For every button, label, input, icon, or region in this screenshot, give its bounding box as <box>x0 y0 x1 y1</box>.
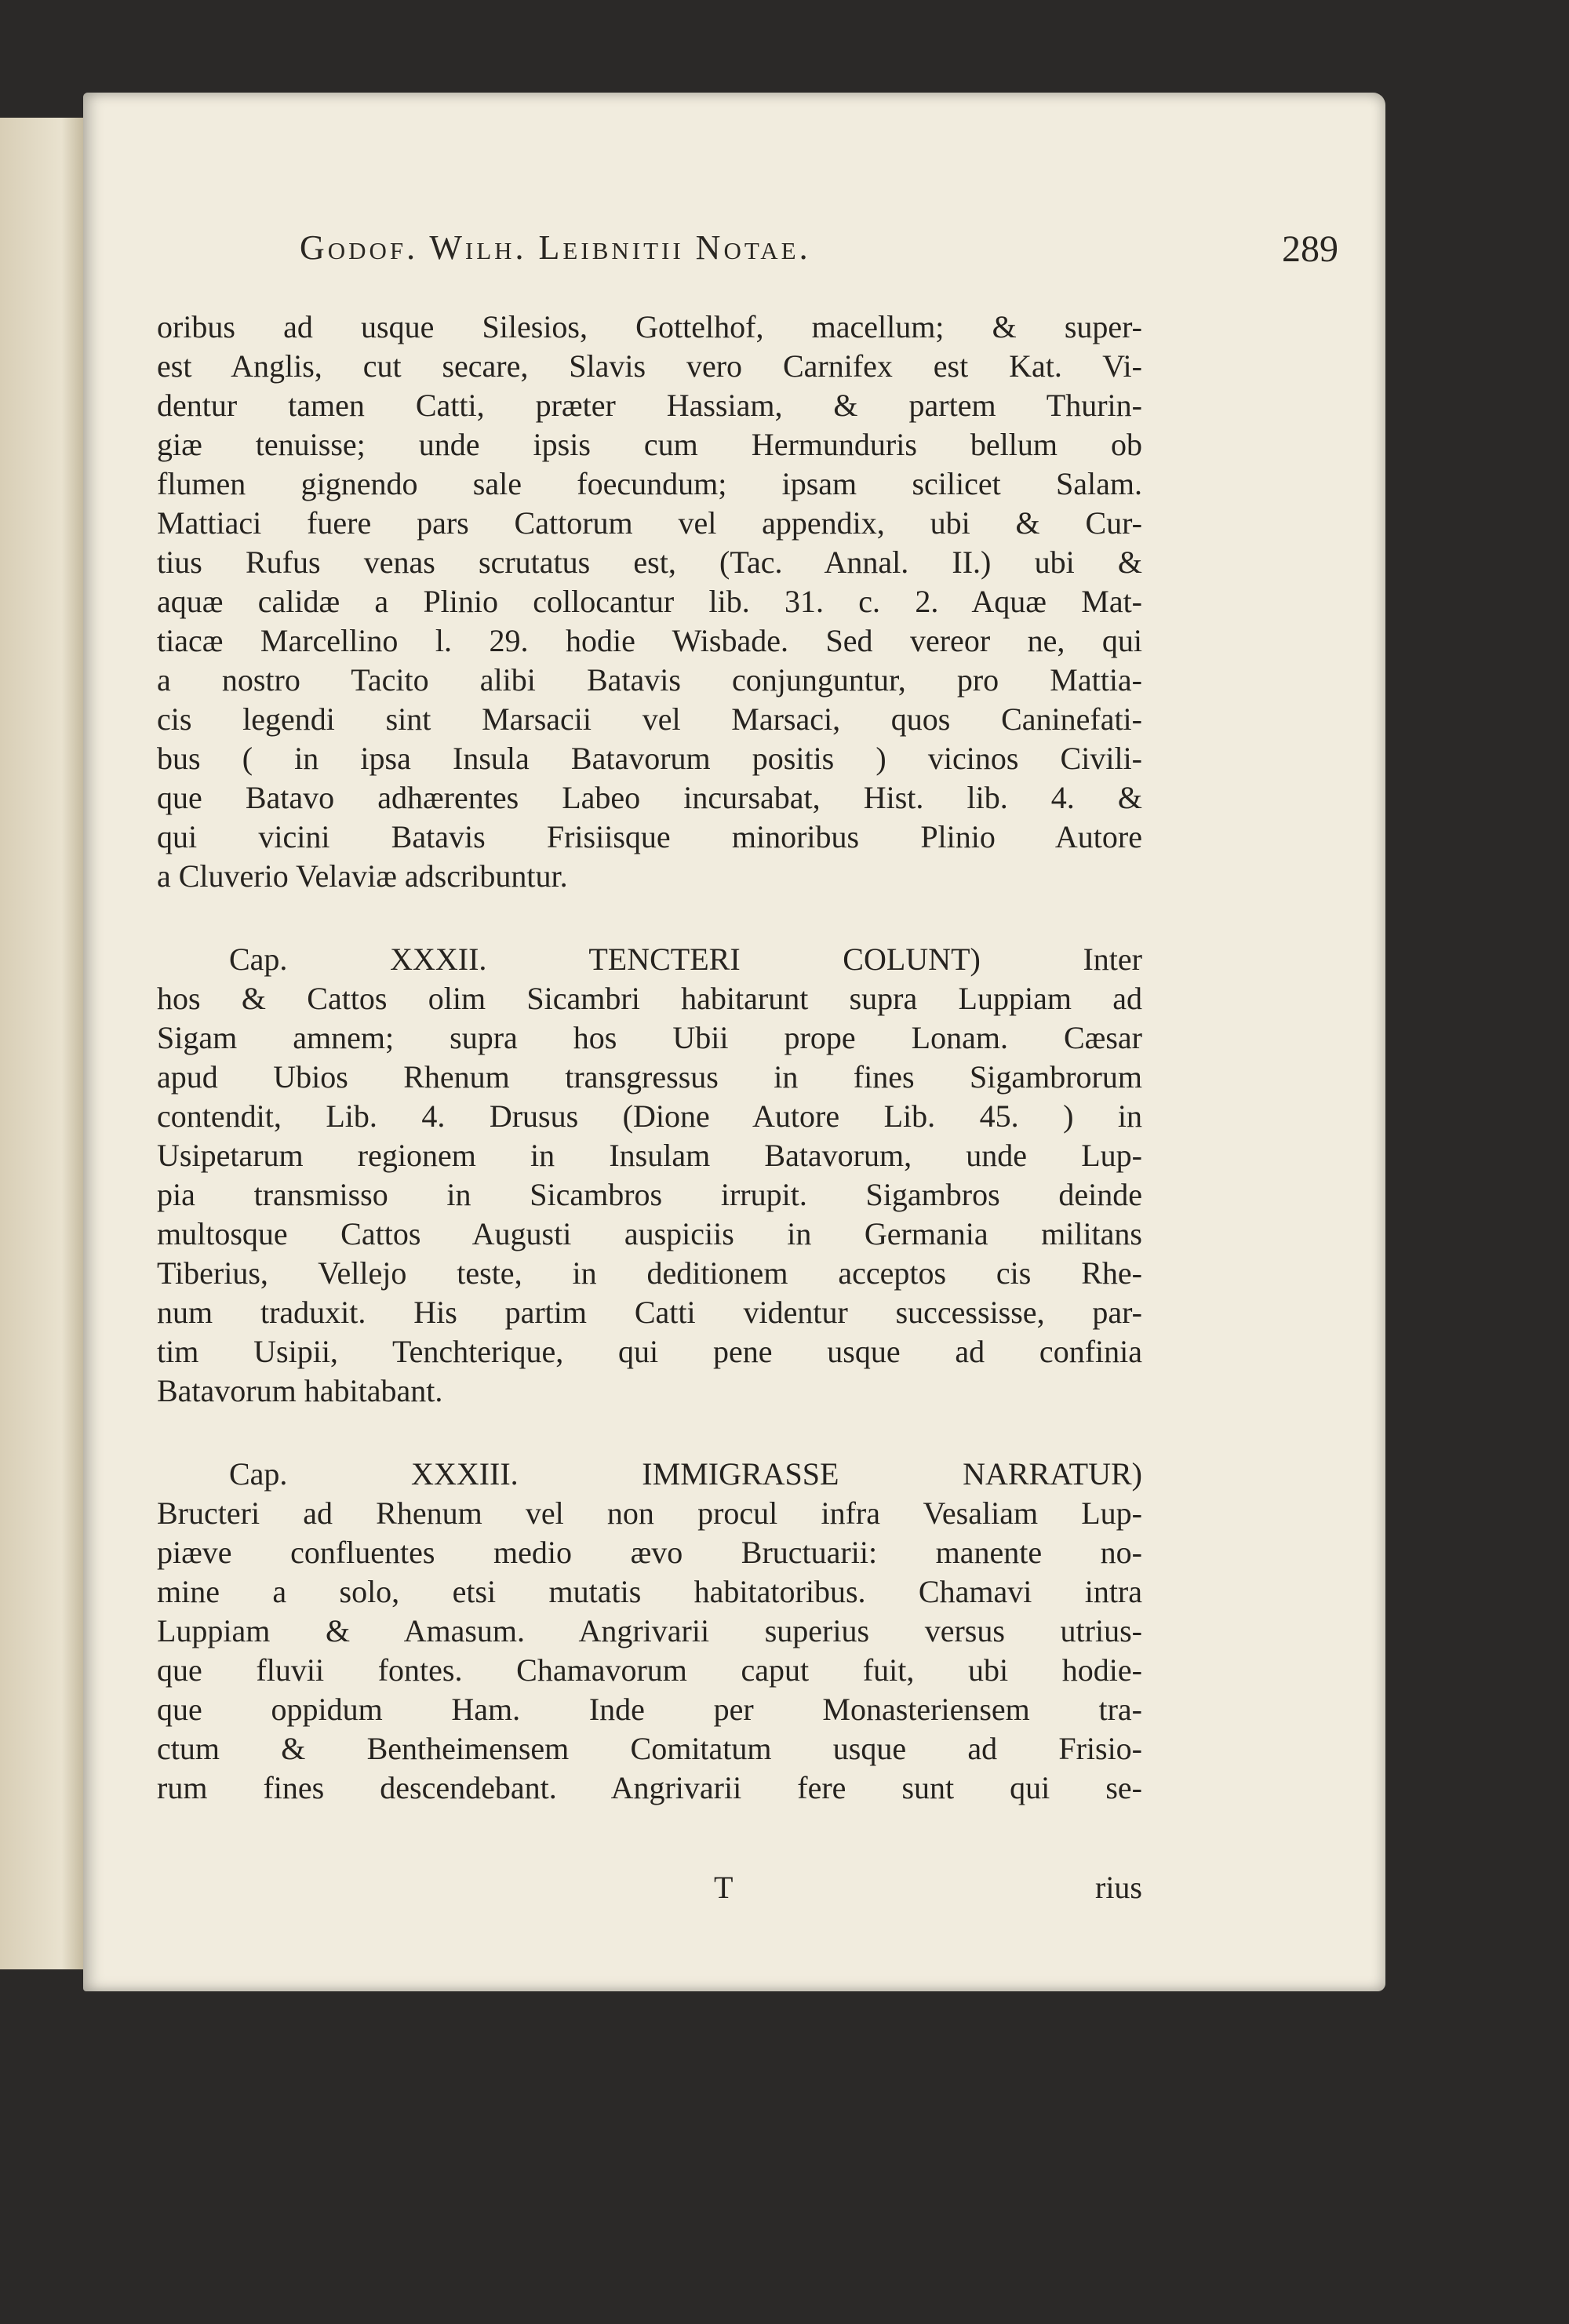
page-footer <box>157 1869 1142 1913</box>
text-line: rum fines descendebant. Angrivarii fere sunt qui se- <box>157 1770 1142 1805</box>
text-line: Batavorum habitabant. <box>157 1373 443 1408</box>
text-line: num traduxit. His partim Catti videntur successisse, par- <box>157 1295 1142 1330</box>
text-line: apud Ubios Rhenum transgressus in fines Sigambrorum <box>157 1059 1142 1095</box>
text-line: est Anglis, cut secare, Slavis vero Carnifex est Kat. Vi- <box>157 348 1142 384</box>
text-line: Tiberius, Vellejo teste, in deditionem acceptos cis Rhe- <box>157 1255 1142 1291</box>
text-line: hos & Cattos olim Sicambri habitarunt supra Luppiam ad <box>157 981 1142 1016</box>
paragraph <box>157 1455 1142 1808</box>
text-line: que oppidum Ham. Inde per Monasteriensem tra- <box>157 1692 1142 1727</box>
chapter-heading-line: Cap. XXXIII. IMMIGRASSE NARRATUR) <box>229 1456 1142 1492</box>
text-line: dentur tamen Catti, præter Hassiam, & partem Thurin- <box>157 388 1142 423</box>
text-line: bus ( in ipsa Insula Batavorum positis ) vicinos Civili- <box>157 741 1142 776</box>
facing-page-edge <box>0 118 91 1969</box>
text-line: tius Rufus venas scrutatus est, (Tac. Annal. II.) ubi & <box>157 545 1142 580</box>
paragraph <box>157 940 1142 1411</box>
text-line: tiacæ Marcellino l. 29. hodie Wisbade. Sed vereor ne, qui <box>157 623 1142 658</box>
text-line: a Cluverio Velaviæ adscribuntur. <box>157 858 568 894</box>
text-line: flumen gignendo sale foecundum; ipsam scilicet Salam. <box>157 466 1142 501</box>
text-line: a nostro Tacito alibi Batavis conjunguntur, pro Mattia- <box>157 662 1142 698</box>
text-line: Luppiam & Amasum. Angrivarii superius versus utrius- <box>157 1613 1142 1648</box>
chapter-heading-line: Cap. XXXII. TENCTERI COLUNT) Inter <box>229 942 1142 977</box>
text-line: tim Usipii, Tenchterique, qui pene usque ad confinia <box>157 1334 1142 1369</box>
catchword: rius <box>1095 1870 1142 1905</box>
text-line: Sigam amnem; supra hos Ubii prope Lonam. Cæsar <box>157 1020 1142 1055</box>
text-line: pia transmisso in Sicambros irrupit. Sigambros deinde <box>157 1177 1142 1212</box>
signature-mark: T <box>714 1870 734 1905</box>
text-line: aquæ calidæ a Plinio collocantur lib. 31. c. 2. Aquæ Mat- <box>157 584 1142 619</box>
page-number: 289 <box>1282 228 1338 270</box>
text-line: ctum & Bentheimensem Comitatum usque ad Frisio- <box>157 1731 1142 1766</box>
text-block <box>157 308 1142 1808</box>
text-line: qui vicini Batavis Frisiisque minoribus Plinio Autore <box>157 819 1142 854</box>
text-line: giæ tenuisse; unde ipsis cum Hermunduris bellum ob <box>157 427 1142 462</box>
text-line: que Batavo adhærentes Labeo incursabat, Hist. lib. 4. & <box>157 780 1142 815</box>
text-line: que fluvii fontes. Chamavorum caput fuit, ubi hodie- <box>157 1652 1142 1688</box>
paragraph <box>157 308 1142 896</box>
text-line: multosque Cattos Augusti auspiciis in Germania militans <box>157 1216 1142 1251</box>
text-line: oribus ad usque Silesios, Gottelhof, macellum; & super- <box>157 309 1142 344</box>
running-head: Godof. Wilh. Leibnitii Notae. <box>300 228 811 267</box>
text-line: piæve confluentes medio ævo Bructuarii: manente no- <box>157 1535 1142 1570</box>
text-line: cis legendi sint Marsacii vel Marsaci, quos Caninefati- <box>157 701 1142 737</box>
text-line: Mattiaci fuere pars Cattorum vel appendix, ubi & Cur- <box>157 505 1142 541</box>
text-line: Usipetarum regionem in Insulam Batavorum, unde Lup- <box>157 1138 1142 1173</box>
text-line: contendit, Lib. 4. Drusus (Dione Autore Lib. 45. ) in <box>157 1098 1142 1134</box>
text-line: mine a solo, etsi mutatis habitatoribus. Chamavi intra <box>157 1574 1142 1609</box>
text-line: Bructeri ad Rhenum vel non procul infra Vesaliam Lup- <box>157 1495 1142 1531</box>
